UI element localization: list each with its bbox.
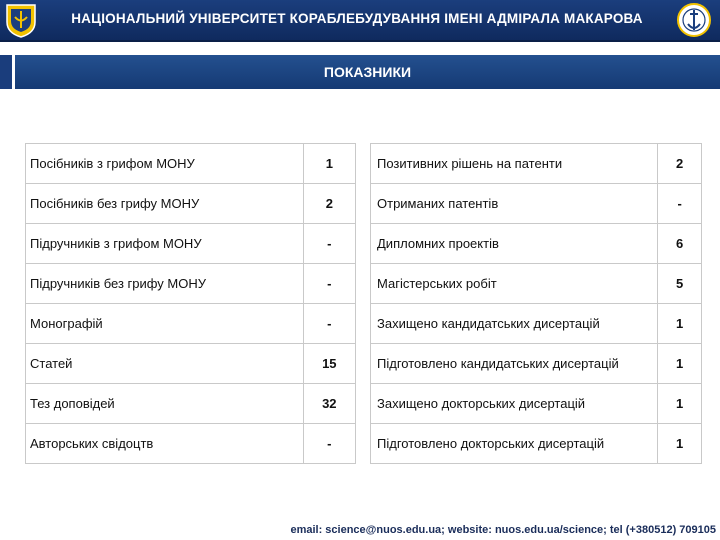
row-label: Статей bbox=[26, 344, 304, 384]
row-value: 1 bbox=[658, 344, 702, 384]
row-label: Тез доповідей bbox=[26, 384, 304, 424]
table-row bbox=[26, 144, 356, 184]
section-bar bbox=[15, 55, 720, 89]
row-value: 32 bbox=[303, 384, 355, 424]
row-label: Підручників з грифом МОНУ bbox=[26, 224, 304, 264]
left-indicators-table bbox=[25, 143, 356, 464]
table-row bbox=[26, 384, 356, 424]
row-value: 5 bbox=[658, 264, 702, 304]
section-bar-accent bbox=[0, 55, 12, 89]
table-row bbox=[26, 424, 356, 464]
row-value: - bbox=[303, 304, 355, 344]
anchor-globe-emblem-icon bbox=[676, 2, 712, 38]
table-row bbox=[371, 304, 702, 344]
table-row bbox=[371, 264, 702, 304]
table-row bbox=[371, 384, 702, 424]
row-value: 1 bbox=[658, 424, 702, 464]
table-row bbox=[26, 224, 356, 264]
row-value: 2 bbox=[658, 144, 702, 184]
table-row bbox=[26, 264, 356, 304]
row-value: 15 bbox=[303, 344, 355, 384]
university-coat-of-arms-icon bbox=[4, 2, 38, 38]
row-label: Захищено кандидатських дисертацій bbox=[371, 304, 658, 344]
row-value: - bbox=[303, 224, 355, 264]
row-label: Підготовлено кандидатських дисертацій bbox=[371, 344, 658, 384]
table-row bbox=[26, 184, 356, 224]
row-label: Монографій bbox=[26, 304, 304, 344]
table-row bbox=[371, 424, 702, 464]
table-row bbox=[371, 144, 702, 184]
table-row bbox=[371, 224, 702, 264]
row-label: Авторських свідоцтв bbox=[26, 424, 304, 464]
row-value: - bbox=[303, 264, 355, 304]
row-label: Посібників без грифу МОНУ bbox=[26, 184, 304, 224]
row-label: Позитивних рішень на патенти bbox=[371, 144, 658, 184]
table-row bbox=[371, 184, 702, 224]
row-label: Посібників з грифом МОНУ bbox=[26, 144, 304, 184]
row-label: Захищено докторських дисертацій bbox=[371, 384, 658, 424]
right-indicators-table bbox=[370, 143, 702, 464]
row-value: 2 bbox=[303, 184, 355, 224]
row-value: 1 bbox=[658, 384, 702, 424]
footer-contact: email: science@nuos.edu.ua; website: nuos.edu.ua/science; tel (+380512) 709105 bbox=[290, 524, 716, 536]
row-value: 1 bbox=[658, 304, 702, 344]
table-row bbox=[371, 344, 702, 384]
table-row bbox=[26, 344, 356, 384]
row-label: Магістерських робіт bbox=[371, 264, 658, 304]
row-value: - bbox=[303, 424, 355, 464]
row-label: Дипломних проектів bbox=[371, 224, 658, 264]
row-value: - bbox=[658, 184, 702, 224]
row-value: 6 bbox=[658, 224, 702, 264]
row-label: Підготовлено докторських дисертацій bbox=[371, 424, 658, 464]
row-value: 1 bbox=[303, 144, 355, 184]
header-bar bbox=[0, 0, 720, 42]
row-label: Підручників без грифу МОНУ bbox=[26, 264, 304, 304]
section-title: ПОКАЗНИКИ bbox=[323, 64, 412, 80]
row-label: Отриманих патентів bbox=[371, 184, 658, 224]
table-row bbox=[26, 304, 356, 344]
university-name: НАЦІОНАЛЬНИЙ УНІВЕРСИТЕТ КОРАБЛЕБУДУВАННЯ ІМЕНІ АДМІРАЛА МАКАРОВА bbox=[71, 11, 643, 26]
